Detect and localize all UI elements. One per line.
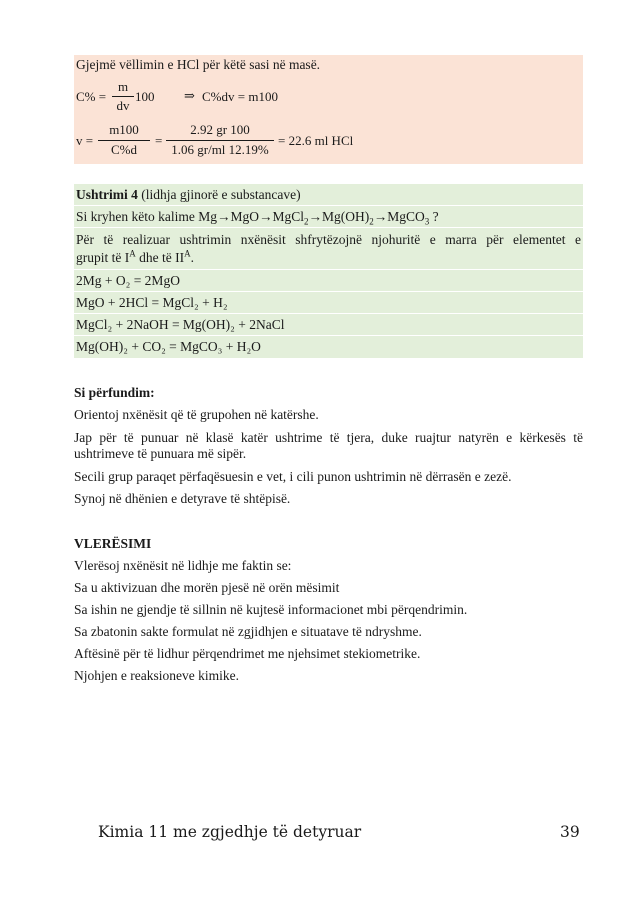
explanation-sup1: A [129, 248, 136, 259]
reaction-equation: 2Mg + O₂ = 2MgO [76, 273, 180, 288]
conclusion-paragraph: Orientoj nxënësit që të grupohen në katërshe. [74, 407, 319, 422]
reaction-row [74, 336, 583, 358]
conclusion-paragraph: Secili grup paraqet përfaqësuesin e vet, i cili punon ushtrimin në dërrasën e zezë. [74, 469, 512, 484]
explanation-group1: grupit të I [76, 250, 130, 265]
formula2-fraction-bar1 [98, 140, 150, 141]
evaluation-line: Aftësinë për të lidhur përqendrimet me njehsimet stekiometrike. [74, 646, 421, 661]
formula2-numerator1: m100 [109, 122, 139, 137]
question-part2: →Mg(OH) [308, 209, 370, 224]
formula1-numerator: m [117, 79, 129, 94]
conclusion-p2-line2: ushtrimeve të punuara më sipër. [74, 446, 247, 461]
evaluation-heading: VLERËSIMI [74, 536, 152, 551]
exercise4-title-row [74, 184, 583, 206]
explanation-period: . [190, 250, 194, 265]
exercise4-box [74, 184, 583, 358]
reaction-equation: Mg(OH)₂ + CO₂ = MgCO₃ + H₂O [76, 339, 261, 354]
evaluation-line: Njohjen e reaksioneve kimike. [74, 668, 239, 683]
formula1-fraction-bar [112, 96, 134, 97]
formula2-equals: = [155, 133, 163, 148]
footer-page-number: 39 [560, 823, 580, 841]
formula2-result: = 22.6 ml HCl [278, 133, 354, 148]
explanation-sup2: A [184, 248, 191, 259]
reaction-row [74, 292, 583, 314]
evaluation-line: Vlerësoj nxënësit në lidhje me faktin se: [74, 558, 292, 573]
conclusion-heading: Si përfundim: [74, 385, 155, 400]
question-sub1: 2 [304, 216, 309, 227]
formula-concentration [74, 77, 583, 117]
formula-volume [74, 121, 583, 161]
explanation-line1: Për të realizuar ushtrimin nxënësit shfrytëzojnë njohuritë e marra për elementet e [76, 232, 581, 247]
formula2-denominator2: 1.06 gr/ml 12.19% [171, 142, 269, 157]
question-part3: →MgCO [373, 209, 425, 224]
footer-book-title: Kimia 11 me zgjedhje të detyruar [98, 823, 362, 841]
example-intro: Gjejmë vëllimin e HCl për këtë sasi në masë. [76, 57, 321, 72]
conclusion-p2-line1: Jap për të punuar në klasë katër ushtrime të tjera, duke ruajtur natyrën e kërkesës të [74, 430, 583, 445]
evaluation-line: Sa ishin ne gjendje të sillnin në kujtesë informacionet mbi përqendrimin. [74, 602, 468, 617]
conclusion-paragraph: Synoj në dhënien e detyrave të shtëpisë. [74, 491, 291, 506]
formula1-implies-arrow: ⇒ [184, 88, 195, 103]
formula1-denominator: dv [116, 98, 130, 113]
formula2-denominator1: C%d [111, 142, 137, 157]
formula1-rhs: C%dv = m100 [202, 89, 278, 104]
formula2-numerator2: 2.92 gr 100 [190, 122, 250, 137]
reaction-row [74, 270, 583, 292]
evaluation-line: Sa zbatonin sakte formulat në zgjidhjen e situatave të ndryshme. [74, 624, 422, 639]
question-sub2: 2 [369, 216, 374, 227]
formula1-lhs: C% = [76, 89, 107, 104]
formula2-fraction-bar2 [166, 140, 274, 141]
formula2-lhs: v = [76, 133, 94, 148]
explanation-group2: dhe të II [135, 250, 185, 265]
exercise4-explanation-row [74, 228, 583, 270]
exercise4-question-row [74, 206, 583, 228]
exercise4-subtitle: (lidhja gjinorë e substancave) [137, 187, 301, 202]
reaction-equation: MgCl₂ + 2NaOH = Mg(OH)₂ + 2NaCl [76, 317, 285, 332]
conclusion-paragraph [74, 429, 583, 463]
example-box [74, 55, 583, 164]
exercise4-title: Ushtrimi 4 [76, 187, 138, 202]
evaluation-line: Sa u aktivizuan dhe morën pjesë në orën mësimit [74, 580, 340, 595]
question-end: ? [429, 209, 439, 224]
reaction-row [74, 314, 583, 336]
question-part1: Si kryhen këto kalime Mg→MgO→MgCl [76, 209, 304, 224]
formula1-multiplier: 100 [135, 89, 155, 104]
question-sub3: 3 [424, 216, 430, 227]
explanation-line2 [76, 249, 581, 267]
reaction-equation: MgO + 2HCl = MgCl₂ + H₂ [76, 295, 228, 310]
